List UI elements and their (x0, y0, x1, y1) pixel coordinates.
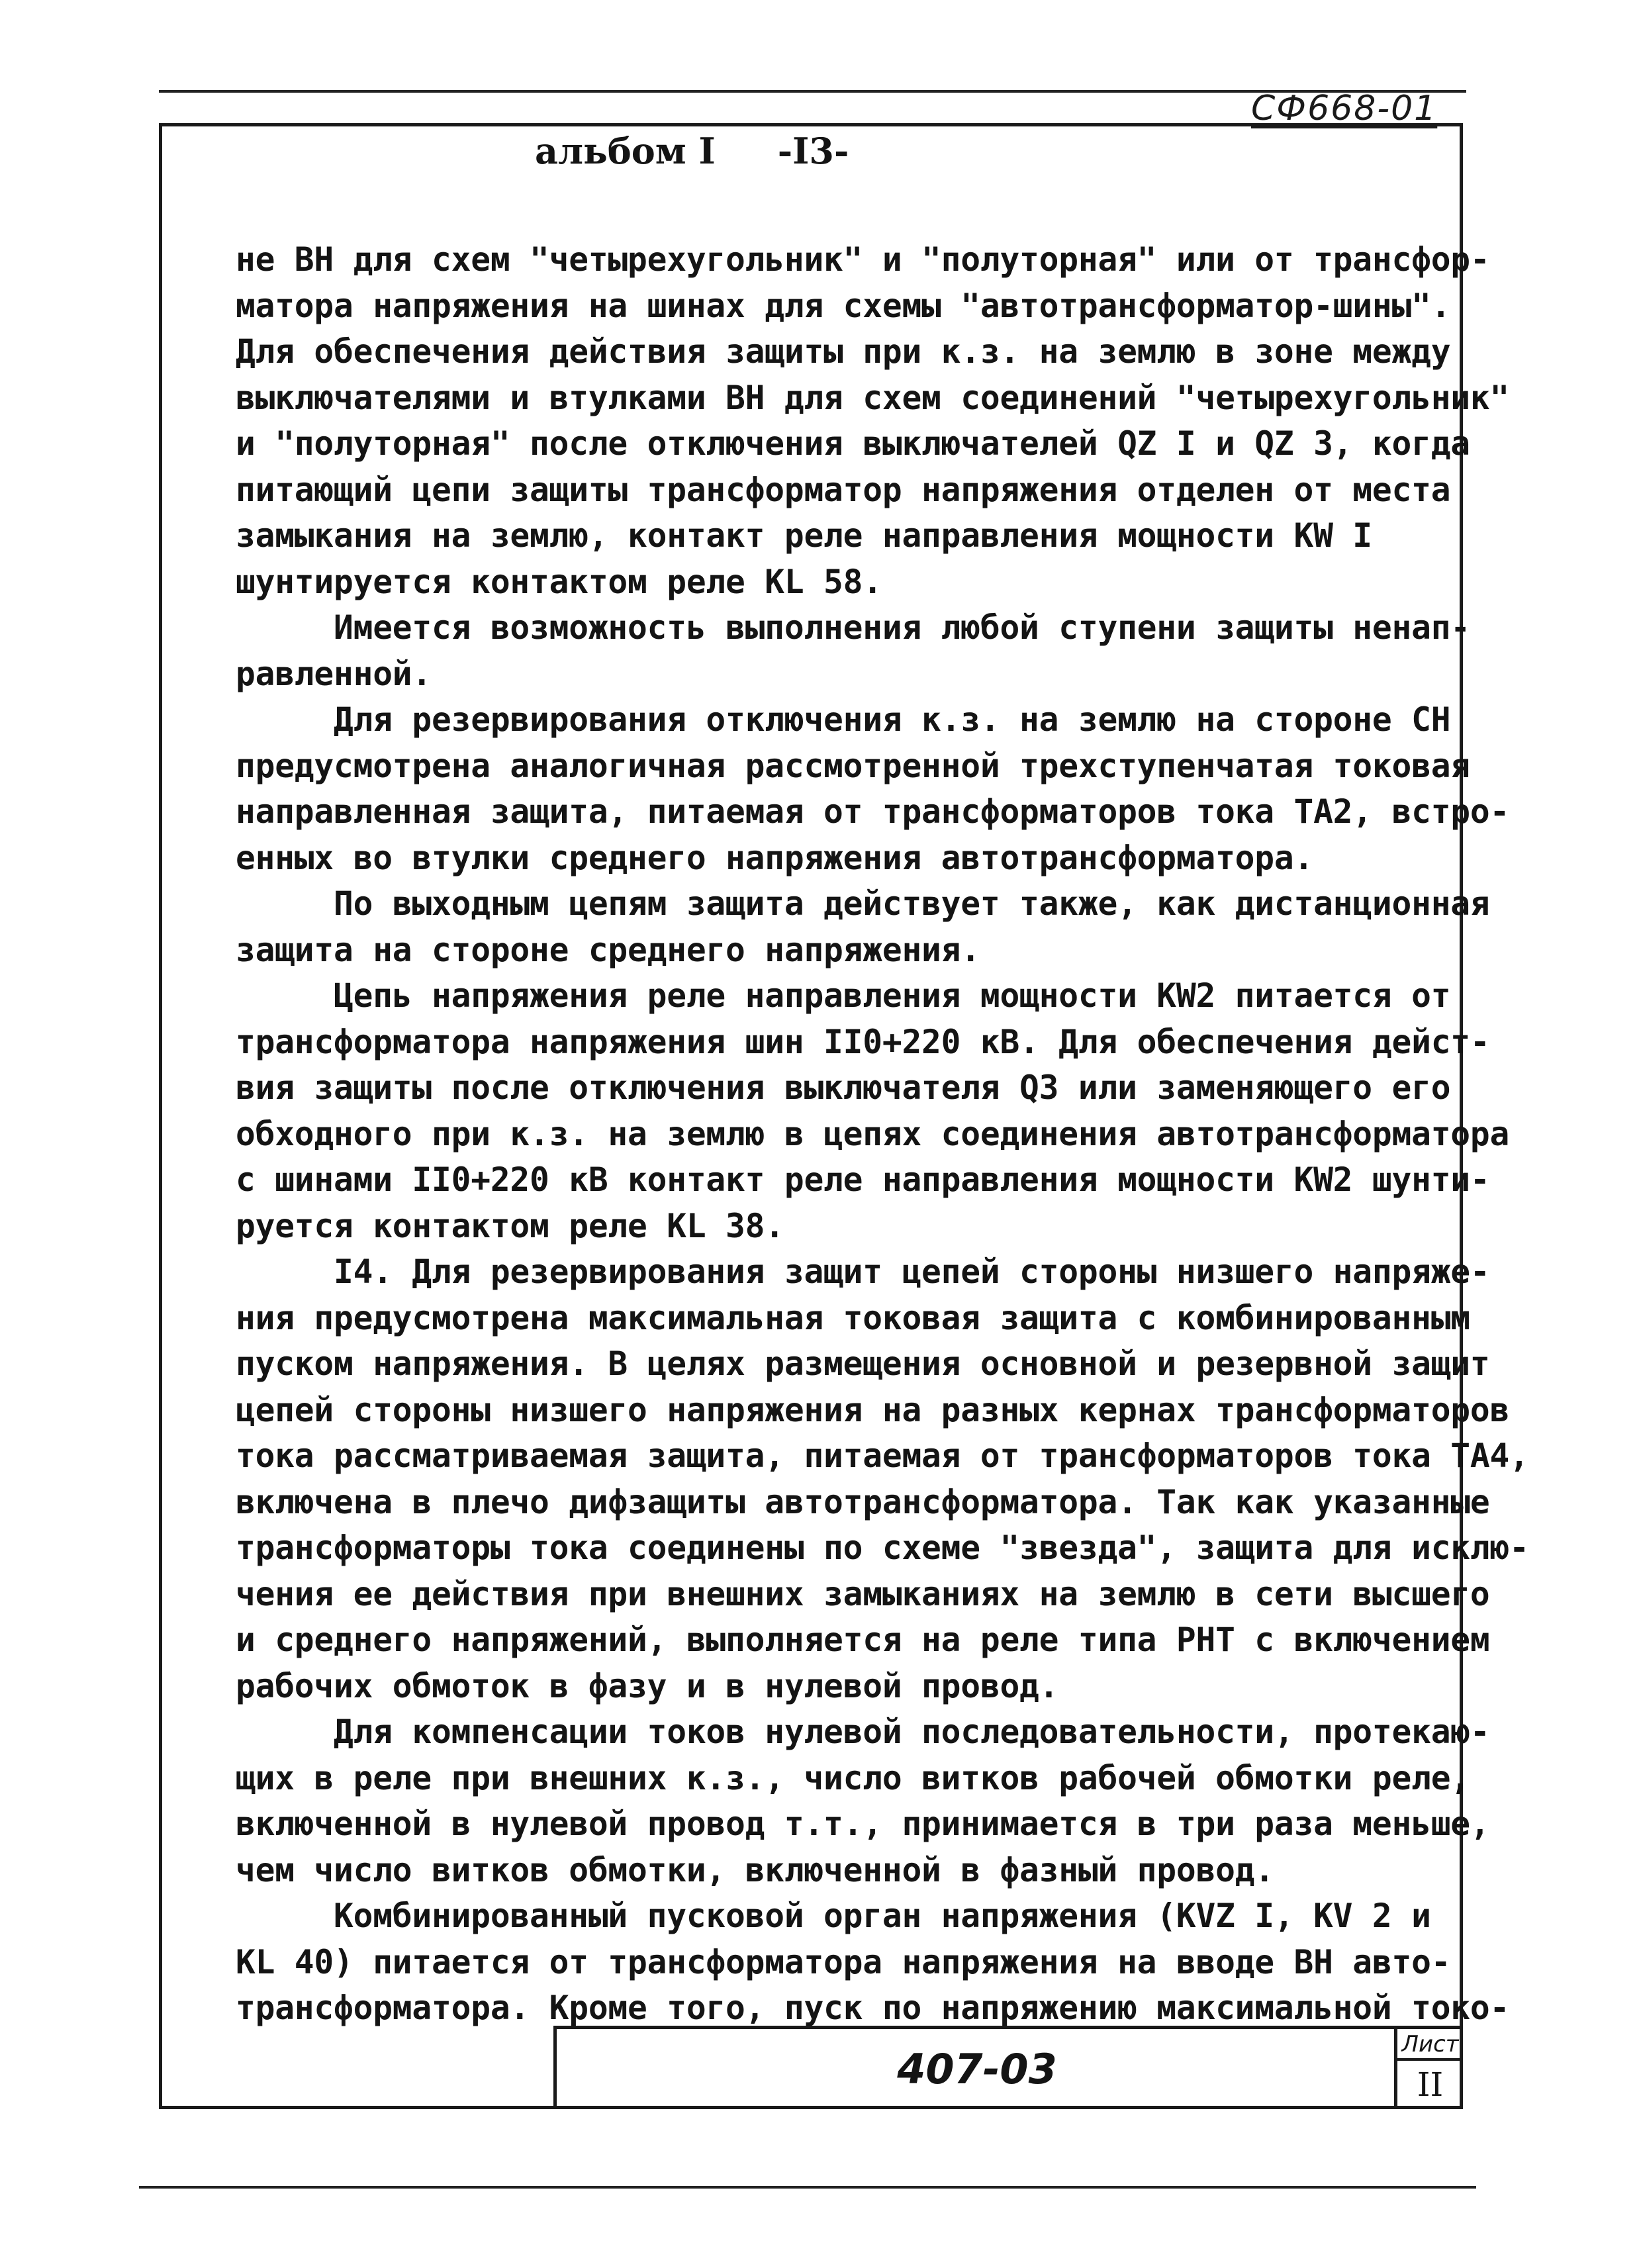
text-line: тока рассматриваемая защита, питаемая от трансформаторов тока ТА4, (236, 1437, 1529, 1475)
document-code: СФ668-01 (1251, 89, 1438, 128)
text-line: Имеется возможность выполнения любой ступени защиты ненап- (236, 608, 1470, 647)
text-line: Комбинированный пусковой орган напряжения (KVZ I, KV 2 и (236, 1897, 1431, 1935)
text-line: ния предусмотрена максимальная токовая защита с комбинированным (236, 1298, 1470, 1337)
text-line: включенной в нулевой провод т.т., принимается в три раза меньше, (236, 1805, 1490, 1843)
text-line: включена в плечо дифзащиты автотрансформатора. Так как указанные (236, 1482, 1490, 1521)
sheet-label: Лист (1397, 2029, 1463, 2061)
text-line: не ВН для схем "четырехугольник" и "полуторная" или от трансфор- (236, 240, 1490, 279)
text-line: равленной. (236, 654, 432, 693)
text-line: трансформатора. Кроме того, пуск по напряжению максимальной токо- (236, 1989, 1510, 2027)
drawing-number: 407-03 (897, 2045, 1057, 2093)
text-line: Для резервирования отключения к.з. на землю на стороне СН (236, 700, 1451, 739)
text-line: KL 40) питается от трансформатора напряжения на вводе ВН авто- (236, 1942, 1451, 1981)
text-line: и "полуторная" после отключения выключателей QZ I и QZ 3, когда (236, 424, 1470, 463)
text-line: Цепь напряжения реле направления мощности KW2 питается от (236, 976, 1451, 1015)
text-line: енных во втулки среднего напряжения автотрансформатора. (236, 838, 1314, 877)
text-line: По выходным цепям защита действует также, как дистанционная (236, 884, 1490, 923)
text-line: обходного при к.з. на землю в цепях соединения автотрансформатора (236, 1114, 1510, 1153)
text-line: шунтируется контактом реле KL 58. (236, 562, 882, 601)
text-line: трансформаторы тока соединены по схеме "звезда", защита для исклю- (236, 1529, 1529, 1567)
text-line: пуском напряжения. В целях размещения основной и резервной защит (236, 1345, 1490, 1383)
text-line: питающий цепи защиты трансформатор напряжения отделен от места (236, 470, 1451, 509)
text-line: замыкания на землю, контакт реле направления мощности KW I (236, 516, 1372, 555)
sheet-number: II (1417, 2065, 1444, 2104)
sheet-box (1394, 2029, 1463, 2109)
page-header: альбом I -I3- (535, 130, 849, 172)
text-line: предусмотрена аналогичная рассмотренной трехступенчатая токовая (236, 746, 1470, 785)
text-line: чения ее действия при внешних замыканиях на землю в сети высшего (236, 1574, 1490, 1613)
text-line: защита на стороне среднего напряжения. (236, 930, 980, 969)
text-line: цепей стороны низшего напряжения на разных кернах трансформаторов (236, 1390, 1510, 1429)
title-block (553, 2026, 1463, 2109)
text-line: I4. Для резервирования защит цепей стороны низшего напряже- (236, 1252, 1490, 1291)
text-line: рабочих обмоток в фазу и в нулевой провод. (236, 1666, 1059, 1705)
text-line: трансформатора напряжения шин II0+220 кВ. Для обеспечения дейст- (236, 1022, 1490, 1061)
text-line: направленная защита, питаемая от трансформаторов тока ТА2, встро- (236, 792, 1510, 831)
text-line: Для обеспечения действия защиты при к.з. на землю в зоне между (236, 332, 1451, 371)
text-line: с шинами II0+220 кВ контакт реле направления мощности KW2 шунти- (236, 1160, 1490, 1199)
text-line: руется контактом реле KL 38. (236, 1206, 784, 1245)
text-line: матора напряжения на шинах для схемы "автотрансформатор-шины". (236, 286, 1451, 325)
body-text (236, 237, 1529, 2032)
text-line: и среднего напряжений, выполняется на реле типа РНТ с включением (236, 1621, 1490, 1659)
text-line: вия защиты после отключения выключателя Q3 или заменяющего его (236, 1068, 1451, 1107)
text-line: выключателями и втулками ВН для схем соединений "четырехугольник" (236, 378, 1510, 417)
text-line: чем число витков обмотки, включенной в фазный провод. (236, 1850, 1274, 1889)
text-line: щих в реле при внешних к.з., число витков рабочей обмотки реле, (236, 1758, 1470, 1797)
bottom-rule (139, 2186, 1476, 2189)
text-line: Для компенсации токов нулевой последовательности, протекаю- (236, 1713, 1490, 1751)
